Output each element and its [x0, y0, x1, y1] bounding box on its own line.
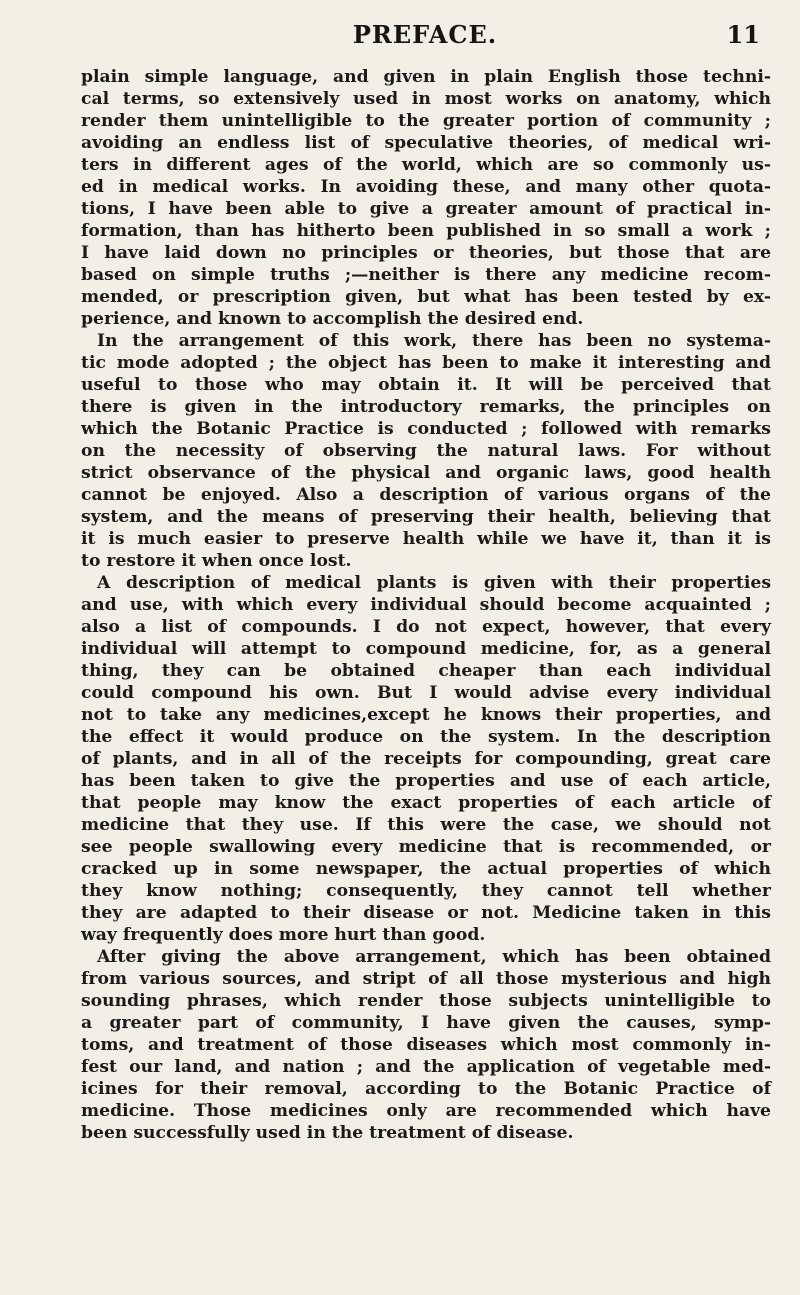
text-line: fest our land, and nation ; and the application of vegetable med- [81, 1057, 771, 1077]
text-line: from various sources, and stript of all those mysterious and high [81, 969, 771, 989]
text-line: to restore it when once lost. [81, 551, 352, 571]
preface-text [81, 66, 771, 1144]
page-number: 11 [726, 20, 760, 49]
text-line: medicine. Those medicines only are recommended which have [81, 1101, 771, 1121]
text-line: A description of medical plants is given with their properties [97, 573, 771, 593]
text-line: cal terms, so extensively used in most works on anatomy, which [81, 89, 771, 109]
text-line: I have laid down no principles or theories, but those that are [81, 243, 771, 263]
text-line: perience, and known to accomplish the desired end. [81, 309, 584, 329]
text-line: toms, and treatment of those diseases which most commonly in- [81, 1035, 771, 1055]
text-line: there is given in the introductory remarks, the principles on [81, 397, 771, 417]
text-line: the effect it would produce on the system. In the description [81, 727, 771, 747]
text-line: ters in different ages of the world, which are so commonly us- [81, 155, 771, 175]
text-line: way frequently does more hurt than good. [81, 925, 486, 945]
text-line: medicine that they use. If this were the case, we should not [81, 815, 771, 835]
text-line: a greater part of community, I have given the causes, symp- [81, 1013, 771, 1033]
running-head [80, 20, 770, 50]
text-line: tions, I have been able to give a greater amount of practical in- [81, 199, 771, 219]
text-line: ed in medical works. In avoiding these, and many other quota- [81, 177, 771, 197]
text-line: cannot be enjoyed. Also a description of various organs of the [81, 485, 771, 505]
text-line: of plants, and in all of the receipts for compounding, great care [81, 749, 771, 769]
text-line: avoiding an endless list of speculative theories, of medical wri- [81, 133, 771, 153]
text-line: not to take any medicines,except he knows their properties, and [81, 705, 771, 725]
text-line: tic mode adopted ; the object has been to make it interesting and [81, 353, 771, 373]
text-line: has been taken to give the properties and use of each article, [81, 771, 771, 791]
text-line: In the arrangement of this work, there has been no systema- [97, 331, 771, 351]
text-line: mended, or prescription given, but what has been tested by ex- [81, 287, 771, 307]
text-line: cracked up in some newspaper, the actual properties of which [81, 859, 771, 879]
text-line: which the Botanic Practice is conducted ; followed with remarks [81, 419, 771, 439]
text-line: formation, than has hitherto been published in so small a work ; [81, 221, 771, 241]
text-line: that people may know the exact properties of each article of [81, 793, 771, 813]
running-title: PREFACE. [352, 20, 498, 49]
text-line: it is much easier to preserve health while we have it, than it is [81, 529, 771, 549]
text-line: system, and the means of preserving their health, believing that [81, 507, 771, 527]
text-line: After giving the above arrangement, which has been obtained [97, 947, 771, 967]
text-line: icines for their removal, according to the Botanic Practice of [81, 1079, 771, 1099]
text-line: sounding phrases, which render those subjects unintelligible to [81, 991, 771, 1011]
text-line: render them unintelligible to the greater portion of community ; [81, 111, 771, 131]
text-line: been successfully used in the treatment of disease. [81, 1123, 574, 1143]
text-line: could compound his own. But I would advise every individual [81, 683, 771, 703]
text-line: strict observance of the physical and organic laws, good health [81, 463, 771, 483]
text-line: see people swallowing every medicine that is recommended, or [81, 837, 771, 857]
text-line: they are adapted to their disease or not. Medicine taken in this [81, 903, 771, 923]
text-line: individual will attempt to compound medicine, for, as a general [81, 639, 771, 659]
text-line: also a list of compounds. I do not expect, however, that every [81, 617, 771, 637]
text-line: useful to those who may obtain it. It will be perceived that [81, 375, 771, 395]
text-line: and use, with which every individual should become acquainted ; [81, 595, 771, 615]
text-line: plain simple language, and given in plain English those techni- [81, 67, 771, 87]
text-line: on the necessity of observing the natural laws. For without [81, 441, 771, 461]
text-line: they know nothing; consequently, they cannot tell whether [81, 881, 771, 901]
text-line: based on simple truths ;—neither is there any medicine recom- [81, 265, 771, 285]
text-line: thing, they can be obtained cheaper than each individual [81, 661, 771, 681]
